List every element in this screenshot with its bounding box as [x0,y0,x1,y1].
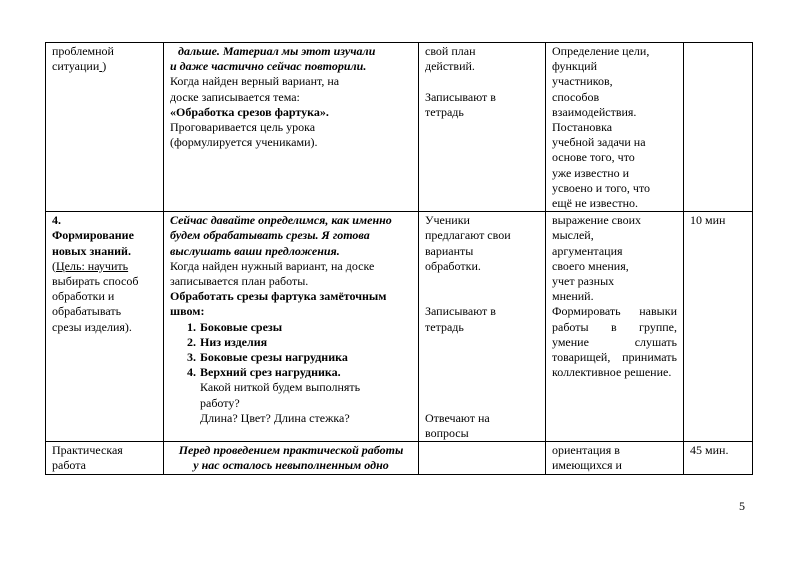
cell-paragraph [425,44,539,74]
cell-paragraph [425,411,539,441]
table-cell [684,442,753,474]
text-run: Сейчас давайте определимся, как именно [170,213,392,228]
cell-paragraph [552,213,677,304]
text-run: ( [52,258,56,273]
cell-paragraph [170,289,412,319]
text-run: усвоено и того, что [552,180,651,195]
text-run: учебной задачи на [552,135,646,150]
cell-paragraph [52,443,157,473]
cell-paragraph [425,335,539,350]
table-cell [546,43,684,212]
cell-paragraph [170,213,412,259]
cell-paragraph [170,259,412,289]
text-run: 4. [52,213,61,228]
text-run: Практическая [52,443,123,458]
text-run: «Обработка срезов фартука». [170,104,329,119]
text-run: записывается план работы. [170,274,309,289]
text-run: участников, [552,74,613,89]
text-run: тетрадь [425,104,464,119]
text-run: Когда найден нужный вариант, на доске [170,258,375,273]
text-run: дальше. Материал мы этот изучали [178,44,376,58]
table-cell [419,212,546,442]
text-run: Отвечают на [425,410,490,425]
table-cell [46,442,164,474]
text-run: 10 мин [690,213,726,228]
text-run: свой план [425,44,476,58]
text-run: основе того, что [552,150,635,165]
text-run: и даже частично сейчас повторили. [170,59,367,74]
cell-paragraph [425,74,539,89]
text-run: Формирование [52,228,134,243]
table-cell [546,442,684,474]
text-run: Ученики [425,213,470,228]
text-run: учет разных [552,274,615,289]
cell-paragraph [425,90,539,120]
cell-paragraph [552,304,677,380]
cell-paragraph [425,350,539,365]
text-run: Обработать срезы фартука замёточным [170,289,387,304]
cell-paragraph [425,304,539,334]
cell-paragraph [170,105,412,120]
text-run: швом: [170,304,205,319]
text-run: работу? [200,395,240,410]
text-run: Какой ниткой будем выполнять [200,380,361,395]
cell-paragraph [170,320,412,335]
table-cell [164,442,419,474]
text-run: действий. [425,59,475,74]
cell-paragraph [425,289,539,304]
table-cell [46,212,164,442]
cell-paragraph [170,335,412,350]
cell-paragraph [52,228,157,258]
text-run: обрабатывать [52,304,122,319]
cell-paragraph [170,411,412,426]
cell-paragraph [52,213,157,228]
cell-paragraph [170,120,412,150]
table-cell [546,212,684,442]
text-run: Верхний срез нагрудника. [200,365,341,380]
cell-paragraph [170,365,412,380]
text-run: Определение цели, [552,44,650,58]
list-number: 4. [187,365,196,380]
cell-paragraph [425,274,539,289]
text-run: уже известно и [552,165,630,180]
text-run: тетрадь [425,319,464,334]
list-number: 2. [187,334,196,349]
list-number: 1. [187,319,196,334]
text-run: Формировать навыки работы в группе, умение слушать товарищей, принимать коллективное решение. [552,304,677,380]
text-run: Проговаривается цель урока [170,120,316,135]
table-cell [419,442,546,474]
text-run: варианты [425,243,474,258]
cell-paragraph [425,396,539,411]
text-run: ситуации [52,59,100,74]
text-run: вопросы [425,426,469,441]
text-run: выражение своих [552,213,642,228]
text-run: 45 мин. [690,443,729,458]
cell-paragraph [170,350,412,365]
lesson-plan-table [45,42,753,475]
list-number: 3. [187,350,196,365]
table-cell [684,212,753,442]
text-run: Записывают в [425,304,496,319]
text-run: срезы изделия). [52,319,132,334]
cell-paragraph [425,365,539,380]
text-run: Низ изделия [200,334,268,349]
cell-paragraph [170,74,412,104]
table-cell [684,43,753,212]
cell-paragraph [170,44,412,74]
text-run: Перед проведением практической работы [178,443,404,458]
table-cell [419,43,546,212]
cell-paragraph [552,44,677,211]
text-run: Длина? Цвет? Длина стежка? [200,410,350,425]
text-run: выбирать способ [52,274,139,289]
cell-paragraph [690,443,746,458]
text-run: мнений. [552,289,594,304]
text-run: имеющихся и [552,458,622,473]
text-run: проблемной [52,44,114,58]
text-run: Боковые срезы [200,319,283,334]
text-run: у нас осталось невыполненным одно [193,458,389,473]
table-cell [164,43,419,212]
table-row [46,43,753,212]
page-number: 5 [739,499,745,513]
text-run: Цель: научить [56,258,129,273]
text-run: способов [552,89,600,104]
text-run: доске записывается тема: [170,89,300,104]
cell-paragraph [170,380,412,410]
table-cell [46,43,164,212]
text-run: выслушать ваши предложения. [170,243,340,258]
cell-paragraph [425,380,539,395]
cell-paragraph [425,213,539,274]
text-run: Постановка [552,120,613,135]
text-run: своего мнения, [552,258,629,273]
table-cell [164,212,419,442]
cell-paragraph [52,44,157,74]
text-run: предлагают свои [425,228,511,243]
text-run: Боковые срезы нагрудника [200,350,348,365]
text-run: работа [52,458,86,473]
cell-paragraph [170,443,412,473]
text-run: ) [102,59,107,74]
table-body [46,43,753,475]
text-run: взаимодействия. [552,104,637,119]
text-run: обработки и [52,289,115,304]
cell-paragraph [52,259,157,335]
text-run: новых знаний. [52,243,131,258]
table-row [46,442,753,474]
text-run: Когда найден верный вариант, на [170,74,340,89]
text-run: ещё не известно. [552,196,639,211]
text-run: будем обрабатывать срезы. Я готова [170,228,370,243]
text-run: аргументация [552,243,623,258]
text-run: обработки. [425,258,481,273]
text-run: (формулируется учениками). [170,135,318,150]
text-run: мыслей, [552,228,594,243]
text-run: ориентация в [552,443,620,458]
text-run: функций [552,59,597,74]
cell-paragraph [552,443,677,473]
table-row [46,212,753,442]
text-run: Записывают в [425,89,496,104]
cell-paragraph [690,213,746,228]
